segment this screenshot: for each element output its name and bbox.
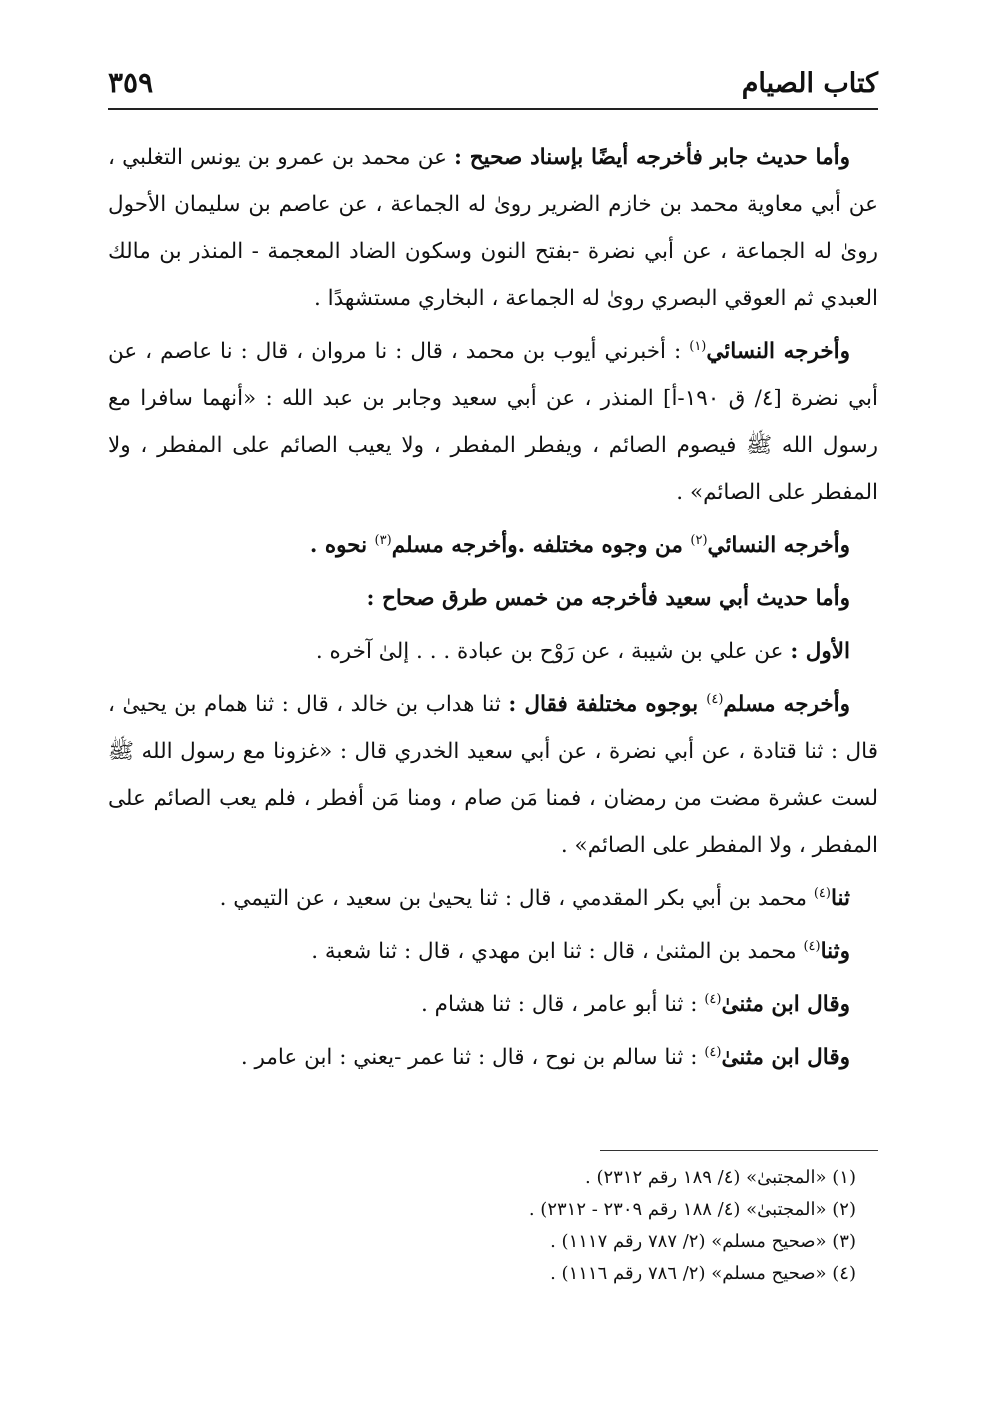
footnote-item: (١) «المجتبىٰ» (٤/ ١٨٩ رقم ٢٣١٢) . <box>585 1167 856 1188</box>
paragraph-chain-3 <box>108 981 878 1028</box>
footnote-item: (٢) «المجتبىٰ» (٤/ ١٨٨ رقم ٢٣٠٩ - ٢٣١٢) . <box>528 1199 856 1220</box>
paragraph-jabir-hadith <box>108 134 878 322</box>
footnote-item: (٤) «صحيح مسلم» (٢/ ٧٨٦ رقم ١١١٦) . <box>550 1263 856 1284</box>
paragraph-lead: وقال ابن مثنىٰ <box>721 1045 850 1070</box>
footnote-separator <box>600 1150 878 1151</box>
paragraph-text: : أخبرني أيوب بن محمد ، قال : نا مروان ، قال : نا عاصم ، عن أبي نضرة [٤/ ق ١٩٠-أ] المنذر ، عن أبي سعيد وجابر بن عبد الله : «أنهما سافرا مع رسول الله ﷺ فيصوم الصائم ، ويفطر المفطر ، ولا يعيب الصائم على المفطر ، ولا المفطر على الصائم» . <box>108 339 878 505</box>
footnote-item: (٣) «صحيح مسلم» (٢/ ٧٨٧ رقم ١١١٧) . <box>550 1231 856 1252</box>
footnotes <box>108 1162 856 1290</box>
paragraph-first-path <box>108 628 878 675</box>
paragraph-lead: وأما حديث أبي سعيد فأخرجه من خمس طرق صحاح : <box>366 586 850 611</box>
paragraph-lead: من وجوه مختلفه .وأخرجه مسلم <box>391 533 691 558</box>
footnote-ref[interactable]: (١) <box>689 338 707 354</box>
paragraph-abu-said-heading <box>108 575 878 622</box>
footnote-ref[interactable]: (٢) <box>690 532 708 548</box>
paragraph-chain-2 <box>108 928 878 975</box>
paragraph-text: محمد بن أبي بكر المقدمي ، قال : ثنا يحيىٰ بن سعيد ، عن التيمي . <box>219 886 814 911</box>
footnote-ref[interactable]: (٤) <box>704 1044 722 1060</box>
footnote-ref[interactable]: (٤) <box>813 885 831 901</box>
paragraph-lead: وثنا <box>820 939 850 964</box>
book-title: كتاب الصيام <box>741 68 878 99</box>
page-header <box>108 62 878 106</box>
paragraph-text: : ثنا أبو عامر ، قال : ثنا هشام . <box>421 992 705 1017</box>
paragraph-muslim <box>108 681 878 869</box>
footnote-ref[interactable]: (٣) <box>374 532 392 548</box>
paragraph-lead: الأول : <box>790 639 850 664</box>
paragraph-lead: نحوه . <box>309 533 375 558</box>
paragraph-lead: وأما حديث جابر فأخرجه أيضًا بإسناد صحيح : <box>454 145 850 170</box>
paragraph-chain-1 <box>108 875 878 922</box>
paragraph-nasai-muslim <box>108 522 878 569</box>
footnote-ref[interactable]: (٤) <box>803 938 821 954</box>
paragraph-lead: بوجوه مختلفة فقال : <box>508 692 707 717</box>
paragraph-text: عن محمد بن عمرو بن يونس التغلبي ، عن أبي معاوية محمد بن خازم الضرير روىٰ له الجماعة ، عن عاصم بن سليمان الأحول روىٰ له الجماعة ، عن أبي نضرة -بفتح النون وسكون الضاد المعجمة - المنذر بن مالك العبدي ثم العوقي البصري روىٰ له الجماعة ، البخاري مستشهدًا . <box>108 145 878 311</box>
paragraph-text: محمد بن المثنىٰ ، قال : ثنا ابن مهدي ، قال : ثنا شعبة . <box>311 939 804 964</box>
main-text <box>108 134 878 1087</box>
paragraph-chain-4 <box>108 1034 878 1081</box>
paragraph-lead: وأخرجه النسائي <box>706 339 850 364</box>
paragraph-lead: ثنا <box>830 886 850 911</box>
paragraph-text: : ثنا سالم بن نوح ، قال : ثنا عمر -يعني : ابن عامر . <box>240 1045 705 1070</box>
paragraph-lead: وأخرجه مسلم <box>723 692 850 717</box>
page-number: ٣٥٩ <box>108 66 154 99</box>
paragraph-nasai <box>108 328 878 516</box>
paragraph-text: عن علي بن شيبة ، عن رَوْح بن عبادة . . . إلىٰ آخره . <box>315 639 791 664</box>
paragraph-lead: وأخرجه النسائي <box>707 533 850 558</box>
paragraph-lead: وقال ابن مثنىٰ <box>721 992 850 1017</box>
header-rule <box>108 108 878 110</box>
footnote-ref[interactable]: (٤) <box>706 691 724 707</box>
paragraph-text: ثنا هداب بن خالد ، قال : ثنا همام بن يحيىٰ ، قال : ثنا قتادة ، عن أبي نضرة ، عن أبي سعيد الخدري قال : «غزونا مع رسول الله ﷺ لست عشرة مضت من رمضان ، فمنا مَن صام ، ومنا مَن أفطر ، فلم يعب الصائم على المفطر ، ولا المفطر على الصائم» . <box>108 692 878 858</box>
footnote-ref[interactable]: (٤) <box>704 991 722 1007</box>
